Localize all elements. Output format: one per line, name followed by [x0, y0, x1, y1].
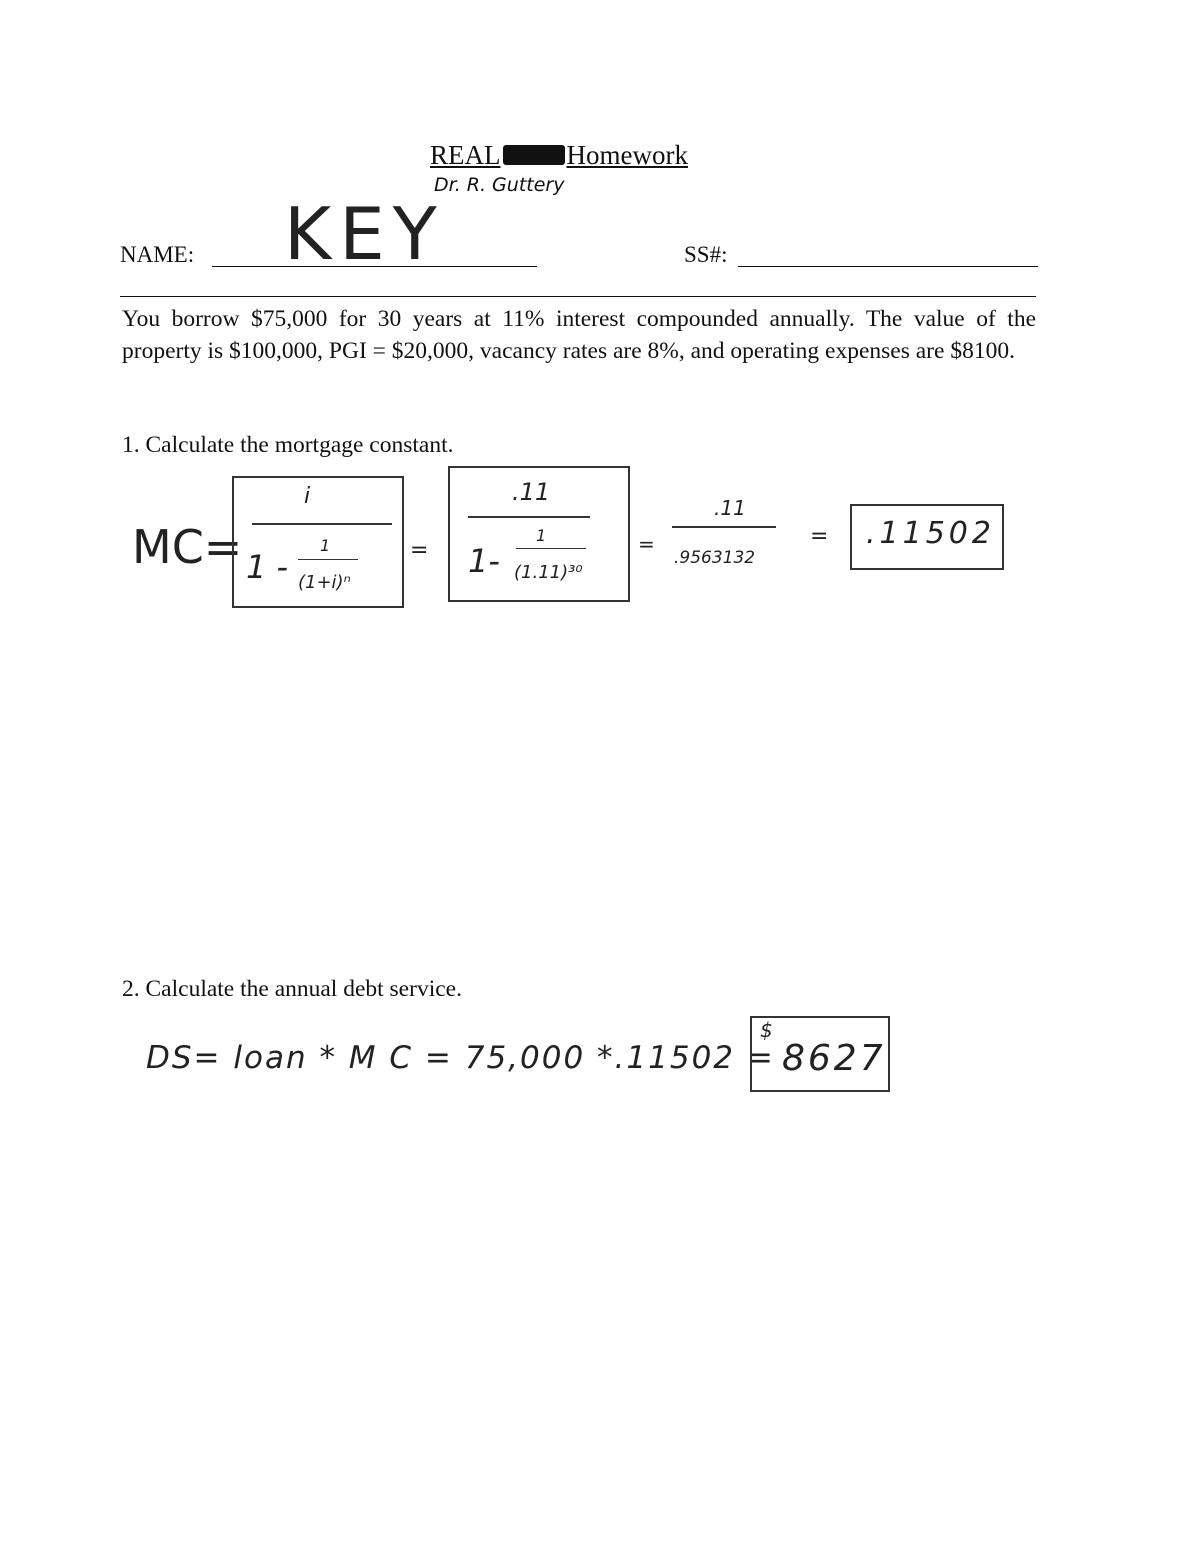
title-right: Homework [566, 140, 688, 170]
formula3-denominator: .9563132 [674, 548, 756, 568]
author-handwritten: Dr. R. Guttery [434, 174, 565, 196]
equals-3: = [810, 524, 829, 549]
question-1-prompt: 1. Calculate the mortgage constant. [122, 432, 454, 458]
formula2-den-one: 1- [468, 542, 500, 580]
mortgage-constant-answer: .11502 [866, 516, 995, 551]
formula2-numerator: .11 [512, 478, 551, 506]
formula2-den-frac-den: (1.11)³⁰ [514, 562, 583, 583]
question-2-prompt: 2. Calculate the annual debt service. [122, 976, 462, 1002]
fraction-bar-3 [672, 526, 776, 528]
formula-den-frac-den: (1+i)ⁿ [298, 572, 351, 593]
formula-den-one: 1 - [246, 548, 289, 586]
ss-label: SS#: [684, 242, 728, 267]
problem-statement: You borrow $75,000 for 30 years at 11% interest compounded annually. The value of the property is $100,000, PGI = $20,000, vacancy rates are 8%, and operating expenses are $8100. [122, 306, 1036, 364]
debt-service-work: DS= loan * M C = 75,000 *.11502 = [146, 1040, 775, 1076]
name-label: NAME: [120, 242, 195, 267]
formula-numerator-i: i [304, 484, 311, 509]
fraction-bar-2 [468, 516, 590, 518]
fraction-bar-2b [516, 548, 586, 549]
redaction-block [503, 145, 565, 165]
equals-2: = [638, 532, 655, 556]
document-title [430, 140, 688, 171]
formula-den-frac-num: 1 [320, 536, 331, 555]
section-divider [120, 296, 1036, 297]
equals-1: = [410, 538, 429, 563]
mc-lhs: MC= [132, 520, 243, 574]
answer-dollar-sign: $ [760, 1018, 773, 1042]
fraction-bar-1b [298, 559, 358, 560]
fraction-bar-1 [252, 523, 392, 525]
debt-service-answer: 8627 [782, 1038, 886, 1079]
formula2-den-frac-num: 1 [536, 526, 547, 545]
title-left: REAL [430, 140, 501, 170]
name-value-handwritten: KEY [284, 192, 445, 276]
ss-underline [738, 266, 1038, 267]
formula3-numerator: .11 [714, 496, 746, 520]
